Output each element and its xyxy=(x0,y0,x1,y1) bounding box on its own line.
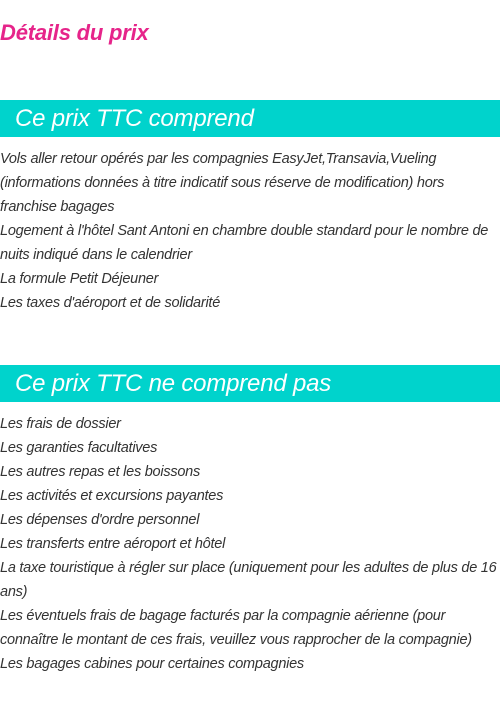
included-list xyxy=(0,147,500,315)
excluded-item-tourist-tax: La taxe touristique à régler sur place (uniquement pour les adultes de plus de 16 ans) xyxy=(0,560,497,600)
excluded-item-guarantees: Les garanties facultatives xyxy=(0,440,158,456)
included-item-hotel: Logement à l'hôtel Sant Antoni en chambre double standard pour le nombre de nuits indiqué dans le calendrier xyxy=(0,223,489,263)
included-item-breakfast: La formule Petit Déjeuner xyxy=(0,271,159,287)
excluded-list xyxy=(0,412,500,676)
excluded-item-meals: Les autres repas et les boissons xyxy=(0,464,200,480)
excluded-section-header: Ce prix TTC ne comprend pas xyxy=(0,365,500,402)
excluded-item-file-fees: Les frais de dossier xyxy=(0,416,121,432)
included-item-taxes: Les taxes d'aéroport et de solidarité xyxy=(0,295,221,311)
excluded-item-personal-expenses: Les dépenses d'ordre personnel xyxy=(0,512,200,528)
excluded-item-transfers: Les transferts entre aéroport et hôtel xyxy=(0,536,226,552)
included-section-header: Ce prix TTC comprend xyxy=(0,100,500,137)
included-item-flights: Vols aller retour opérés par les compagnies EasyJet,Transavia,Vueling (informations données à titre indicatif sous réserve de modification) hors franchise bagages xyxy=(0,151,445,215)
excluded-item-cabin-baggage: Les bagages cabines pour certaines compagnies xyxy=(0,656,304,672)
excluded-item-baggage-fees: Les éventuels frais de bagage facturés par la compagnie aérienne (pour connaître le montant de ces frais, veuillez vous rapprocher de la compagnie) xyxy=(0,608,472,648)
excluded-item-activities: Les activités et excursions payantes xyxy=(0,488,224,504)
page-title: Détails du prix xyxy=(0,20,149,45)
